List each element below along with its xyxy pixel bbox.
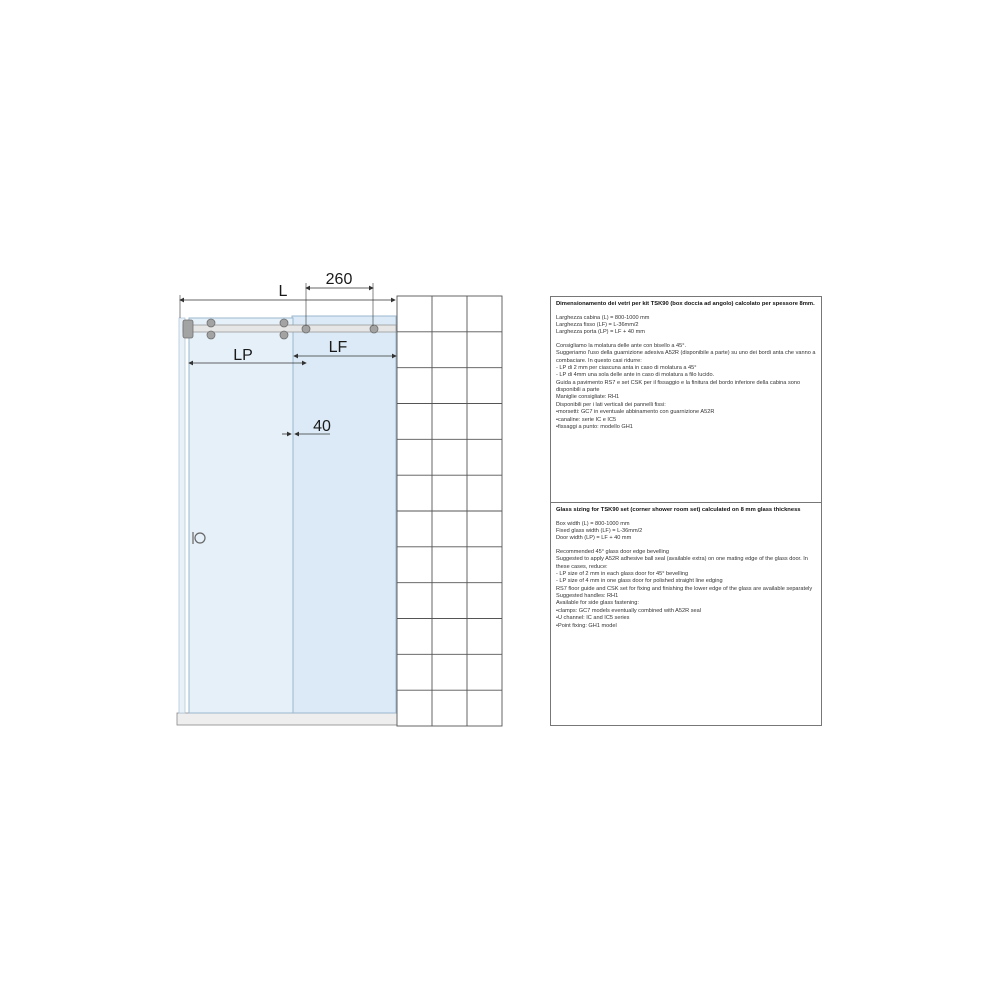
italian-note-line: - LP di 4mm una sola delle ante in caso di molatura a filo lucido. — [556, 372, 715, 379]
english-title: Glass sizing for TSK90 set (corner shower room set) calculated on 8 mm glass thickness — [556, 507, 801, 513]
english-note-line: RS7 floor guide and CSK set for fixing and finishing the lower edge of the glass are available separately — [556, 585, 813, 592]
italian-note-line: Disponibili per i lati verticali dei pannelli fissi: — [556, 401, 666, 408]
fixed-glass-panel — [292, 316, 396, 713]
english-note-line: - LP size of 4 mm in one glass door for polished straight line edging — [556, 578, 723, 585]
italian-note-line: •canaline: serie IC e IC5 — [556, 416, 617, 423]
english-note-line: Suggested handles: RH1 — [556, 593, 619, 600]
dim-L-label: L — [278, 283, 288, 300]
italian-note-line: Maniglie consigliate: RH1 — [556, 394, 620, 401]
italian-size-line: Larghezza fisso (LF) = L-36mm/2 — [556, 322, 639, 329]
english-sizes — [556, 521, 816, 543]
english-notes — [556, 549, 816, 630]
italian-note-line: •fissaggi a punto: modello GH1 — [556, 423, 633, 430]
dim-40-label: 40 — [313, 418, 331, 435]
english-spec-panel — [550, 503, 822, 726]
english-note-line: Available for side glass fastening: — [556, 600, 639, 607]
top-rail — [183, 325, 396, 332]
english-note-line: - LP size of 2 mm in each glass door for 45° bevelling — [556, 570, 689, 577]
floor-base — [177, 713, 398, 725]
dim-LF-label: LF — [328, 339, 348, 356]
dim-260-label: 260 — [325, 271, 353, 288]
english-note-line: •clamps: GC7 models eventually combined with A52R seal — [556, 607, 701, 614]
dim-LP-label: LP — [233, 347, 253, 364]
english-size-line: Door width (LP) = LF + 40 mm — [556, 535, 632, 542]
italian-note-line: - LP di 2 mm per ciascuna anta in caso di molatura a 45° — [556, 364, 697, 371]
english-note-line: •Point fixing: GH1 model — [556, 622, 617, 629]
wall-profile — [179, 318, 185, 713]
english-note-line: Suggested to apply A52R adhesive ball seal (available extra) on one mating edge of the glass door. In these cases, reduce: — [556, 556, 808, 570]
italian-spec-panel — [550, 296, 822, 503]
italian-note-line: Guida a pavimento RS7 e set CSK per il fissaggio e la finitura del bordo inferiore della cabina sono disponibili a parte — [556, 379, 801, 394]
italian-note-line: Consigliamo la molatura delle ante con bisello a 45°. — [556, 342, 687, 349]
english-size-line: Box width (L) = 800-1000 mm — [556, 520, 630, 527]
italian-size-line: Larghezza porta (LP) = LF + 40 mm — [556, 329, 645, 336]
italian-title: Dimensionamento dei vetri per kit TSK90 (box doccia ad angolo) calcolato per spessore 8mm. — [556, 301, 815, 307]
door-glass-panel — [189, 318, 293, 713]
italian-sizes — [556, 315, 816, 337]
english-note-line: Recommended 45° glass door edge bevelling — [556, 548, 669, 555]
english-note-line: •U channel: IC and IC5 series — [556, 615, 630, 622]
italian-note-line: Suggeriamo l'uso della guarnizione adesiva A52R (disponibile a parte) su uno dei bordi anta che vanno a combaciare. In questo casi ridurre: — [556, 350, 816, 364]
italian-notes — [556, 343, 816, 432]
english-size-line: Fixed glass width (LF) = L-36mm/2 — [556, 528, 643, 535]
italian-note-line: •morsetti: GC7 in eventuale abbinamento con guarnizione A52R — [556, 409, 715, 416]
italian-size-line: Larghezza cabina (L) = 800-1000 mm — [556, 314, 650, 321]
